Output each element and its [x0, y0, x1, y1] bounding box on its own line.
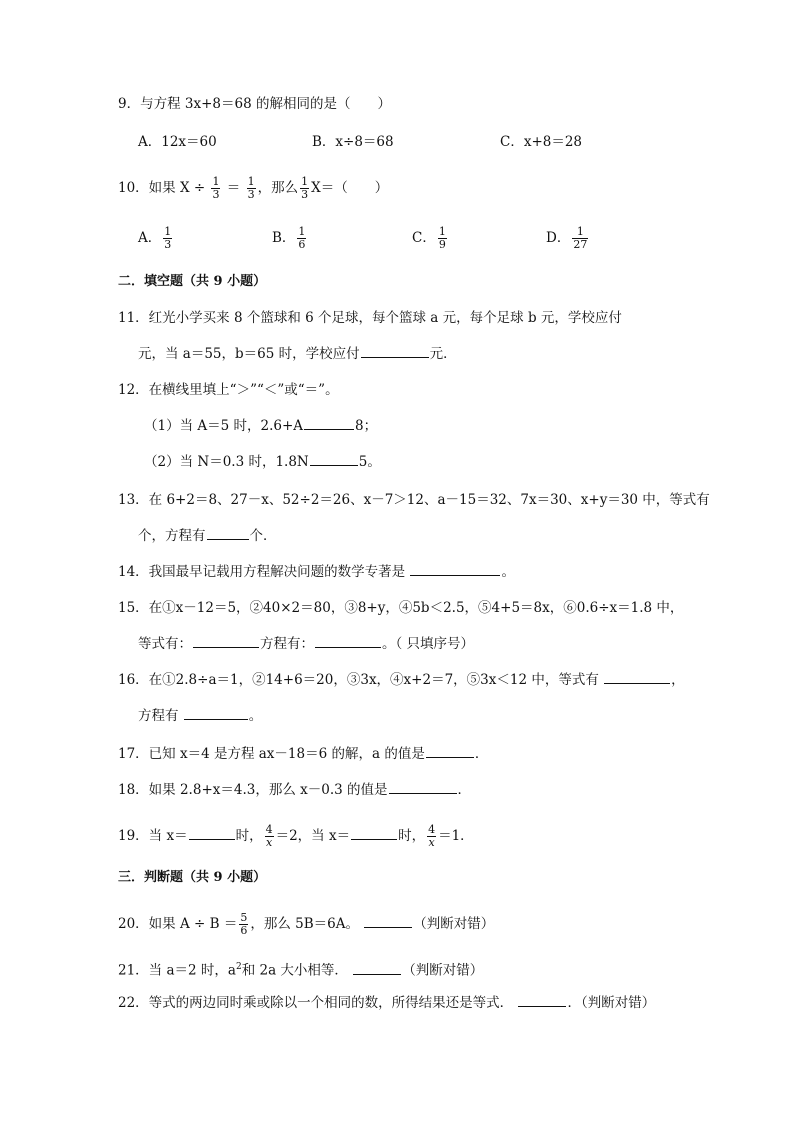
question-16-line-2: 方程有 。	[138, 708, 263, 724]
question-12-line-3: （2）当 N＝0.3 时，1.8N 5。	[144, 454, 381, 470]
answer-blank[interactable]	[184, 706, 248, 720]
question-16-line-1: 16．在①2.8÷a＝1，②14+6＝20，③3x，④x+2＝7，⑤3x＜12 中，等式有 ，	[118, 672, 685, 688]
question-10-option-b: B． $\frac{1}{6}$	[272, 225, 306, 251]
question-11-line-1: 11．红光小学买来 8 个篮球和 6 个足球，每个篮球 a 元，每个足球 b 元，学校应付	[118, 310, 622, 326]
answer-blank[interactable]	[207, 526, 249, 540]
question-21: 21．当 a＝2 时，$a^2$和 2a 大小相等． （判断对错）	[118, 962, 484, 979]
q10-fraction-3: $\frac{1}{3}$	[301, 175, 309, 201]
q19-fraction-1: $\frac{4}{x}$	[265, 823, 273, 849]
question-10-option-c: C． $\frac{1}{9}$	[412, 225, 446, 251]
answer-blank[interactable]	[304, 416, 354, 430]
q19-fraction-2: $\frac{4}{x}$	[428, 823, 436, 849]
answer-blank[interactable]	[410, 562, 500, 576]
answer-blank[interactable]	[361, 344, 429, 358]
question-9-stem: 9．与方程 3x+8＝68 的解相同的是（ ）	[118, 96, 391, 112]
answer-blank[interactable]	[353, 961, 401, 975]
answer-blank[interactable]	[189, 826, 235, 840]
q10-eq: ＝	[222, 180, 245, 196]
answer-blank[interactable]	[193, 634, 259, 648]
question-19: 19．当 x＝ 时， $\frac{4}{x}$ ＝2，当 x＝ 时， $\frac{4}{x}$ ＝1．	[118, 823, 474, 849]
question-13-line-1: 13．在 6+2＝8、27－x、52÷2＝26、x－7＞12、a－15＝32、7x＝30、x+y＝30 中，等式有	[118, 492, 710, 508]
q20-fraction: $\frac{5}{6}$	[240, 911, 248, 937]
answer-blank[interactable]	[389, 780, 457, 794]
question-11-line-2: 元，当 a＝55，b＝65 时，学校应付 元．	[138, 346, 457, 362]
question-10-option-a: A． $\frac{1}{3}$	[138, 225, 172, 251]
question-15-line-1: 15．在①x－12＝5，②40×2＝80，③8+y，④5b＜2.5，⑤4+5＝8x，⑥0.6÷x＝1.8 中，	[118, 600, 684, 616]
answer-blank[interactable]	[518, 993, 566, 1007]
section-2-heading: 二．填空题（共 9 小题）	[118, 274, 267, 289]
question-13-line-2: 个，方程有 个．	[138, 528, 277, 544]
answer-blank[interactable]	[426, 744, 474, 758]
question-12-line-2: （1）当 A＝5 时，2.6+A 8；	[144, 418, 378, 434]
question-14: 14．我国最早记载用方程解决问题的数学专著是 。	[118, 564, 515, 580]
question-9-option-c: C．x+8＝28	[500, 134, 583, 150]
question-12-line-1: 12．在横线里填上“＞”“＜”或“＝”。	[118, 382, 339, 398]
answer-blank[interactable]	[364, 914, 412, 928]
q10-mid: ，那么	[257, 180, 299, 196]
answer-blank[interactable]	[310, 452, 358, 466]
question-18: 18．如果 2.8+x＝4.3，那么 x－0.3 的值是 ．	[118, 782, 471, 798]
answer-blank[interactable]	[315, 634, 381, 648]
q10-pre: 10．如果 X ÷	[118, 180, 210, 196]
answer-blank[interactable]	[604, 670, 670, 684]
section-3-heading: 三．判断题（共 9 小题）	[118, 870, 267, 885]
q10-fraction-2: $\frac{1}{3}$	[247, 175, 255, 201]
question-9-option-b: B．x÷8＝68	[312, 134, 394, 150]
question-15-line-2: 等式有： 方程有： 。（ 只填序号）	[138, 636, 475, 652]
q10-fraction-1: $\frac{1}{3}$	[212, 175, 220, 201]
question-10-stem	[118, 176, 388, 201]
question-17: 17．已知 x＝4 是方程 ax－18＝6 的解，a 的值是 ．	[118, 746, 489, 762]
question-10-option-d: D． $\frac{1}{27}$	[546, 225, 588, 251]
question-20: 20．如果 A ÷ B ＝ $\frac{5}{6}$ ，那么 5B＝6A。 （判断对错）	[118, 911, 495, 937]
q10-post: X＝（ ）	[311, 180, 389, 196]
question-22: 22．等式的两边同时乘或除以一个相同的数，所得结果还是等式． ．（判断对错）	[118, 995, 656, 1011]
question-9-option-a: A．12x＝60	[138, 134, 217, 150]
answer-blank[interactable]	[351, 826, 397, 840]
